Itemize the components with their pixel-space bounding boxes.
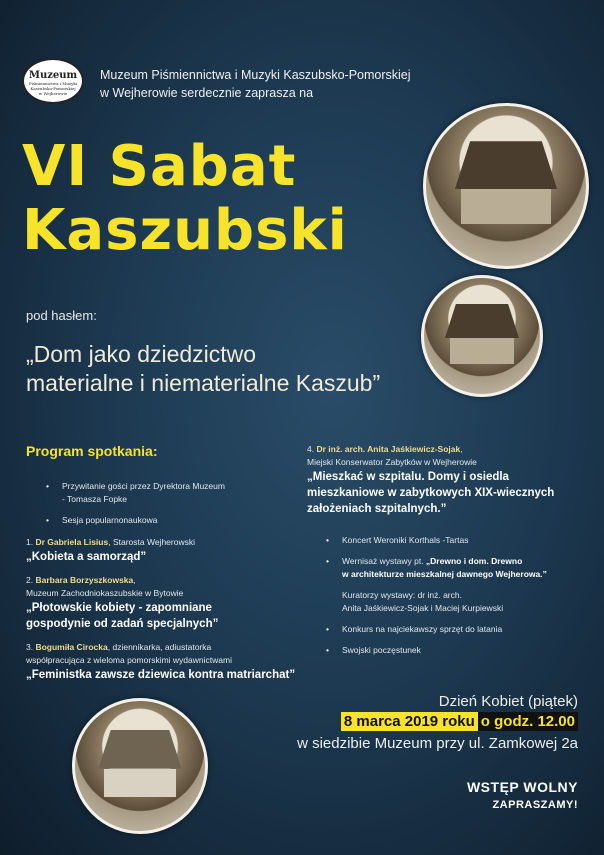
events-list bbox=[326, 534, 596, 657]
intro-item bbox=[46, 480, 306, 506]
event-date-time bbox=[341, 713, 578, 730]
event-text: Wernisaż wystawy pt. bbox=[342, 556, 426, 566]
event-time: o godz. 12.00 bbox=[478, 712, 578, 731]
talk-title: „Kobieta a samorząd” bbox=[26, 551, 147, 563]
photo-manor-building bbox=[72, 698, 208, 834]
speaker-role: , bbox=[133, 575, 136, 585]
talk-num: 1. bbox=[26, 537, 34, 547]
event-item bbox=[326, 555, 596, 581]
event-day: Dzień Kobiet (piątek) bbox=[438, 693, 578, 710]
speaker-role: Muzeum Zachodniokaszubskie w Bytowie bbox=[26, 588, 184, 598]
talk-1 bbox=[26, 536, 316, 565]
motto-line: „Dom jako dziedzictwo bbox=[26, 341, 257, 367]
motto bbox=[26, 340, 380, 398]
curators-text: Kuratorzy wystawy: dr inż. arch. bbox=[342, 590, 462, 600]
title-line-2: Kaszubski bbox=[22, 198, 348, 263]
invitation: ZAPRASZAMY! bbox=[492, 799, 578, 811]
logo-sub: Kaszubsko-Pomorskiej bbox=[30, 86, 76, 91]
speaker-role: Miejski Konserwator Zabytków w Wejherowie bbox=[307, 457, 477, 467]
talk-num: 3. bbox=[26, 642, 34, 652]
talk-3 bbox=[26, 641, 316, 683]
intro-item bbox=[46, 514, 306, 527]
logo-title: Muzeum bbox=[28, 70, 78, 81]
event-date: 8 marca 2019 roku bbox=[341, 712, 478, 731]
speaker-name: Dr inż. arch. Anita Jaśkiewicz-Sojak bbox=[316, 444, 461, 454]
free-entry: WSTĘP WOLNY bbox=[466, 779, 578, 795]
event-item: • Swojski poczęstunek bbox=[326, 644, 596, 657]
program-heading: Program spotkania: bbox=[26, 443, 158, 459]
intro-text: Przywitanie gości przez Dyrektora Muzeum bbox=[62, 481, 225, 491]
museum-logo bbox=[22, 58, 84, 104]
exhibition-title: „Drewno i dom. Drewno bbox=[425, 556, 523, 566]
curators bbox=[326, 589, 596, 615]
logo-sub: Piśmiennictwa i Muzyki bbox=[28, 81, 78, 86]
header-line: Muzeum Piśmiennictwa i Muzyki Kaszubsko-Pomorskiej bbox=[100, 68, 411, 82]
talk-num: 4. bbox=[307, 444, 315, 454]
talk-4 bbox=[307, 443, 597, 517]
intro-text: - Tomasza Fopke bbox=[62, 494, 128, 504]
talk-title: mieszkaniowe w zabytkowych XIX-wiecznych bbox=[307, 487, 555, 499]
talks-left bbox=[26, 536, 316, 683]
header-line: w Wejherowie serdecznie zaprasza na bbox=[100, 86, 314, 100]
intro-text: Sesja popularnonaukowa bbox=[62, 515, 158, 525]
title-line-1: VI Sabat bbox=[22, 134, 297, 199]
speaker-role: współpracująca z wieloma pomorskimi wydawnictwami bbox=[26, 655, 232, 665]
exhibition-title: w architekturze mieszkalnej dawnego Wejherowa.” bbox=[342, 569, 547, 579]
talk-title: „Mieszkać w szpitalu. Domy i osiedla bbox=[307, 471, 509, 483]
talk-title: gospodynie od zadań specjalnych” bbox=[26, 618, 219, 630]
talk-title: „Płotowskie kobiety - zapomniane bbox=[26, 602, 212, 614]
logo-sub: w Wejherowie bbox=[38, 91, 68, 96]
photo-thatched-house bbox=[421, 275, 543, 397]
photo-old-cottage bbox=[423, 103, 589, 269]
event-item: • Koncert Weroniki Korthals -Tartas bbox=[326, 534, 596, 547]
motto-label: pod hasłem: bbox=[26, 308, 97, 323]
intro-list bbox=[46, 480, 306, 527]
speaker-name: Barbara Borzyszkowska bbox=[35, 575, 134, 585]
talk-num: 2. bbox=[26, 575, 34, 585]
event-item: • Konkurs na najciekawszy sprzęt do latania bbox=[326, 623, 596, 636]
curators-text: Anita Jaśkiewicz-Sojak i Maciej Kurpiewski bbox=[342, 603, 504, 613]
talk-title: „Feministka zawsze dziewica kontra matriarchat” bbox=[26, 669, 296, 681]
speaker-role: , dziennikarka, adiustatorka bbox=[107, 642, 212, 652]
header bbox=[100, 66, 411, 102]
speaker-name: Bogumiła Cirocka bbox=[35, 642, 108, 652]
motto-line: materialne i niematerialne Kaszub” bbox=[26, 370, 381, 396]
speaker-role: , Starosta Wejherowski bbox=[108, 537, 195, 547]
event-place: w siedzibie Muzeum przy ul. Zamkowej 2a bbox=[297, 735, 578, 752]
talk-2 bbox=[26, 574, 316, 632]
speaker-role: , bbox=[460, 444, 463, 454]
speaker-name: Dr Gabriela Lisius bbox=[35, 537, 109, 547]
talk-title: założeniach szpitalnych.” bbox=[307, 503, 447, 515]
